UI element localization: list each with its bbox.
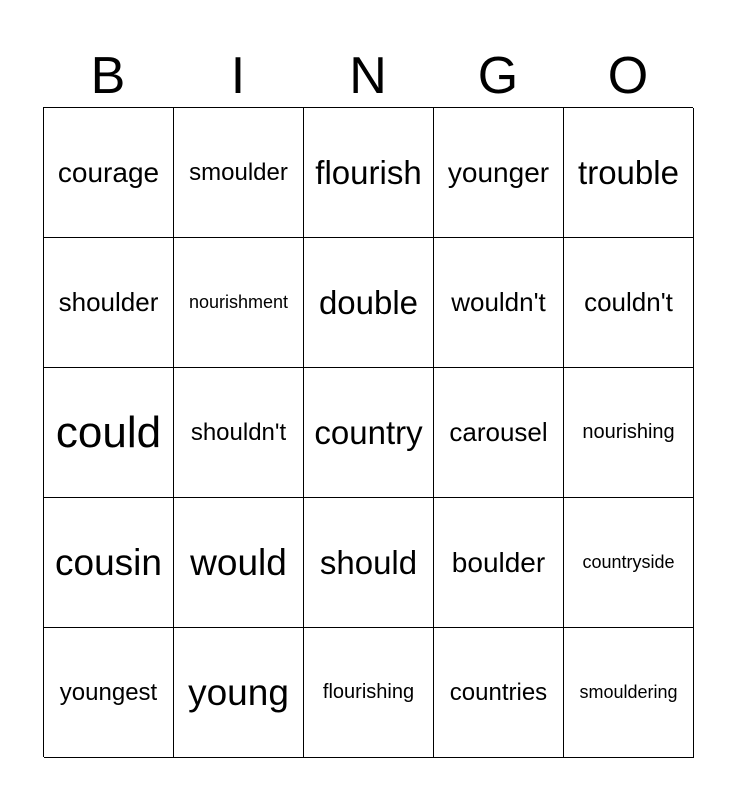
bingo-cell[interactable]: smouldering <box>564 628 694 758</box>
bingo-cell[interactable]: couldn't <box>564 238 694 368</box>
bingo-cell[interactable]: double <box>304 238 434 368</box>
bingo-cell[interactable]: would <box>174 498 304 628</box>
bingo-cell[interactable]: nourishing <box>564 368 694 498</box>
bingo-cell[interactable]: country <box>304 368 434 498</box>
bingo-cell[interactable]: flourishing <box>304 628 434 758</box>
bingo-cell[interactable]: smoulder <box>174 108 304 238</box>
header-letter-o: O <box>607 47 649 105</box>
header-letter-i: I <box>230 47 246 105</box>
bingo-cell[interactable]: countryside <box>564 498 694 628</box>
bingo-cell[interactable]: nourishment <box>174 238 304 368</box>
bingo-cell[interactable]: boulder <box>434 498 564 628</box>
bingo-cell[interactable]: young <box>174 628 304 758</box>
bingo-cell[interactable]: should <box>304 498 434 628</box>
bingo-cell[interactable]: trouble <box>564 108 694 238</box>
bingo-cell[interactable]: flourish <box>304 108 434 238</box>
bingo-cell[interactable]: younger <box>434 108 564 238</box>
bingo-cell[interactable]: youngest <box>44 628 174 758</box>
bingo-cell[interactable]: wouldn't <box>434 238 564 368</box>
bingo-cell[interactable]: carousel <box>434 368 564 498</box>
bingo-cell[interactable]: courage <box>44 108 174 238</box>
bingo-cell[interactable]: cousin <box>44 498 174 628</box>
bingo-cell[interactable]: countries <box>434 628 564 758</box>
header-letter-n: N <box>349 47 387 105</box>
bingo-cell[interactable]: shoulder <box>44 238 174 368</box>
header-letter-g: G <box>477 47 519 105</box>
bingo-header <box>43 44 693 108</box>
bingo-card-grid <box>43 107 693 757</box>
bingo-cell[interactable]: could <box>44 368 174 498</box>
bingo-cell[interactable]: shouldn't <box>174 368 304 498</box>
header-letter-b: B <box>90 47 126 105</box>
